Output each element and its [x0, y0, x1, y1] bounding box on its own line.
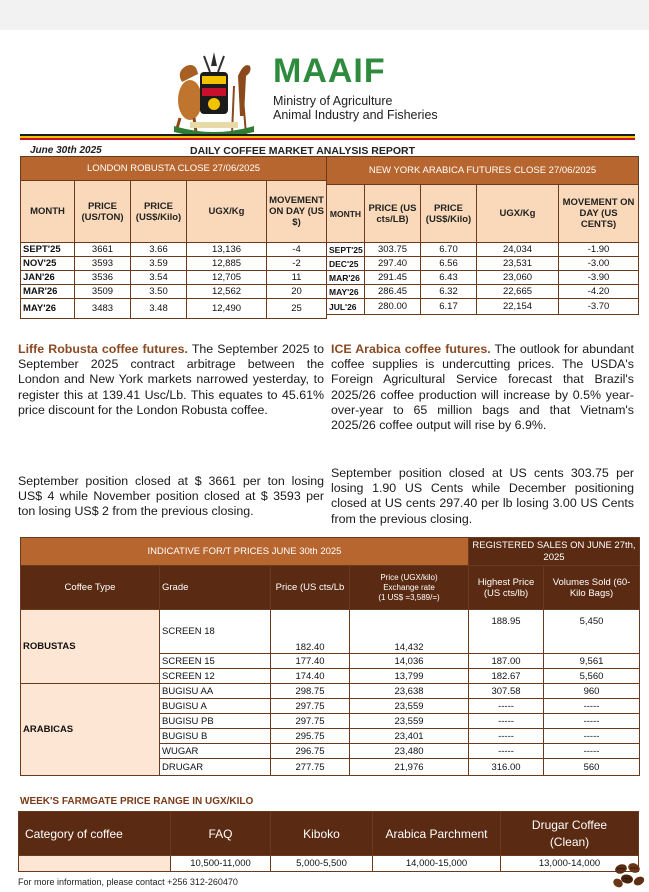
london-robusta-table: [20, 156, 327, 319]
ugx-cell: 12,562: [187, 285, 267, 299]
ugx-cell: 23,559: [350, 714, 469, 729]
price-cell: 182.40: [271, 610, 350, 654]
ny-col-price-kilo: PRICE (US$/Kilo): [421, 185, 477, 243]
top-bar: [0, 0, 649, 30]
price-kilo-cell: 6.56: [421, 257, 477, 271]
high-cell: 307.58: [469, 684, 544, 699]
ugx-cell: 24,034: [477, 243, 559, 257]
table-row: [21, 257, 327, 271]
price-kilo-cell: 6.17: [421, 299, 477, 315]
price-ton-cell: 3483: [75, 299, 131, 319]
price-kilo-cell: 3.50: [131, 285, 187, 299]
ugx-cell: 12,705: [187, 271, 267, 285]
farm-col-category: Category of coffee: [19, 812, 171, 856]
month-cell: DEC'25: [327, 257, 365, 271]
high-cell: 188.95: [469, 610, 544, 654]
farm-col-faq: FAQ: [171, 812, 271, 856]
move-cell: -3.70: [559, 299, 639, 315]
price-cell: 277.75: [271, 759, 350, 776]
coat-of-arms-icon: [160, 42, 268, 138]
month-cell: MAR'26: [327, 271, 365, 285]
farm-col-drugar-line2: (Clean): [549, 834, 590, 849]
arabica-heading: ICE Arabica coffee futures.: [331, 342, 491, 356]
grade-cell: BUGISU AA: [160, 684, 271, 699]
move-cell: 11: [267, 271, 327, 285]
table-row: [327, 285, 639, 299]
robusta-commentary: [18, 342, 324, 418]
price-kilo-cell: 6.70: [421, 243, 477, 257]
move-cell: 20: [267, 285, 327, 299]
col-ugx: [350, 566, 469, 610]
month-cell: NOV'25: [21, 257, 75, 271]
london-col-move: MOVEMENT ON DAY (US $): [267, 181, 327, 243]
table-row: [21, 271, 327, 285]
price-kilo-cell: 3.66: [131, 243, 187, 257]
col-ugx-line3: (1 US$ =3,589/=): [378, 592, 440, 602]
price-kilo-cell: 6.43: [421, 271, 477, 285]
footer-contact: For more information, please contact +256 312-260470: [18, 877, 238, 887]
price-cell: 174.40: [271, 669, 350, 684]
robustas-label: ROBUSTAS: [21, 610, 160, 684]
ugx-cell: 13,799: [350, 669, 469, 684]
grade-cell: BUGISU PB: [160, 714, 271, 729]
month-cell: SEPT'25: [21, 243, 75, 257]
grade-cell: SCREEN 12: [160, 669, 271, 684]
move-cell: -3.00: [559, 257, 639, 271]
report-date: June 30th 2025: [30, 145, 102, 156]
farm-col-parchment: Arabica Parchment: [373, 812, 501, 856]
move-cell: 25: [267, 299, 327, 319]
price-ton-cell: 3593: [75, 257, 131, 271]
ugx-cell: 23,531: [477, 257, 559, 271]
ministry-line-2: Animal Industry and Fisheries: [273, 108, 438, 122]
robusta-body: The September 2025 to September 2025 contract arbitrage between the London and New York markets narrowed yesterday, to register this at 139.41 Usc/Lb. This equates to 45.61% price discount for the London Robusta coffee.: [18, 342, 324, 417]
table-row: [327, 243, 639, 257]
price-cell: 298.75: [271, 684, 350, 699]
vol-cell: 9,561: [544, 654, 640, 669]
month-cell: JUL'26: [327, 299, 365, 315]
ny-col-ugx: UGX/Kg: [477, 185, 559, 243]
vol-cell: -----: [544, 729, 640, 744]
registered-title: REGISTERED SALES ON JUNE 27th, 2025: [469, 538, 640, 566]
move-cell: -2: [267, 257, 327, 271]
brand-name: MAAIF: [273, 52, 386, 90]
robusta-heading: Liffe Robusta coffee futures.: [18, 342, 188, 356]
parchment-cell: 14,000-15,000: [373, 856, 501, 872]
price-cell: 295.75: [271, 729, 350, 744]
ugx-cell: 14,432: [350, 610, 469, 654]
indicative-prices-table: [20, 537, 640, 776]
table-row: [19, 856, 639, 872]
farm-col-drugar: [501, 812, 639, 856]
grade-cell: WUGAR: [160, 744, 271, 759]
newyork-arabica-table: [326, 156, 639, 315]
price-cell: 296.75: [271, 744, 350, 759]
high-cell: -----: [469, 714, 544, 729]
table-row: [21, 299, 327, 319]
ny-col-price-cts: PRICE (US cts/LB): [365, 185, 421, 243]
farm-col-kiboko: Kiboko: [271, 812, 373, 856]
price-cts-cell: 280.00: [365, 299, 421, 315]
table-row: [21, 610, 640, 654]
col-price: Price (US cts/Lb: [271, 566, 350, 610]
table-row: [21, 285, 327, 299]
price-kilo-cell: 3.54: [131, 271, 187, 285]
report-title: DAILY COFFEE MARKET ANALYSIS REPORT: [190, 145, 416, 157]
price-cts-cell: 297.40: [365, 257, 421, 271]
flag-stripe-red: [20, 138, 635, 140]
vol-cell: -----: [544, 714, 640, 729]
coffee-beans-icon: [612, 860, 646, 890]
ugx-cell: 23,559: [350, 699, 469, 714]
col-ugx-line1: Price (UGX/kilo): [380, 572, 438, 582]
vol-cell: -----: [544, 744, 640, 759]
ministry-name: [273, 94, 473, 122]
ugx-cell: 22,665: [477, 285, 559, 299]
high-cell: 182.67: [469, 669, 544, 684]
price-kilo-cell: 6.32: [421, 285, 477, 299]
table-row: [21, 243, 327, 257]
ugx-cell: 23,060: [477, 271, 559, 285]
price-cell: 297.75: [271, 699, 350, 714]
price-cell: 177.40: [271, 654, 350, 669]
london-col-price-kilo: PRICE (US$/Kilo): [131, 181, 187, 243]
london-col-ugx: UGX/Kg: [187, 181, 267, 243]
ugx-cell: 14,036: [350, 654, 469, 669]
robusta-closing: September position closed at $ 3661 per ton losing US$ 4 while November position closed at $ 3593 per ton losing US$ 2 from the previous closing.: [18, 474, 324, 519]
ugx-cell: 23,638: [350, 684, 469, 699]
ugx-cell: 13,136: [187, 243, 267, 257]
vol-cell: 960: [544, 684, 640, 699]
grade-cell: BUGISU A: [160, 699, 271, 714]
col-grade: Grade: [160, 566, 271, 610]
arabica-commentary: [331, 342, 634, 433]
farmgate-table: [18, 811, 639, 872]
ugx-cell: 23,480: [350, 744, 469, 759]
farm-category-cell: [19, 856, 171, 872]
price-ton-cell: 3509: [75, 285, 131, 299]
price-cts-cell: 303.75: [365, 243, 421, 257]
ministry-line-1: Ministry of Agriculture: [273, 94, 393, 108]
table-row: [327, 299, 639, 315]
ny-col-month: MONTH: [327, 185, 365, 243]
move-cell: -4.20: [559, 285, 639, 299]
arabicas-label: ARABICAS: [21, 684, 160, 776]
price-kilo-cell: 3.48: [131, 299, 187, 319]
grade-cell: BUGISU B: [160, 729, 271, 744]
move-cell: -4: [267, 243, 327, 257]
london-title: LONDON ROBUSTA CLOSE 27/06/2025: [21, 157, 327, 181]
vol-cell: -----: [544, 699, 640, 714]
high-cell: 187.00: [469, 654, 544, 669]
move-cell: -3.90: [559, 271, 639, 285]
price-cell: 297.75: [271, 714, 350, 729]
indicative-title: INDICATIVE FOR/T PRICES JUNE 30th 2025: [21, 538, 469, 566]
vol-cell: 5,450: [544, 610, 640, 654]
arabica-closing: September position closed at US cents 303.75 per losing 1.90 US Cents while December positioning closed at US cents 297.40 per lb losing 3.00 US Cents from the previous closing.: [331, 466, 634, 526]
month-cell: JAN'26: [21, 271, 75, 285]
col-volumes: Volumes Sold (60-Kilo Bags): [544, 566, 640, 610]
month-cell: MAR'26: [21, 285, 75, 299]
ny-col-move: MOVEMENT ON DAY (US CENTS): [559, 185, 639, 243]
grade-cell: SCREEN 15: [160, 654, 271, 669]
month-cell: SEPT'25: [327, 243, 365, 257]
arabica-body: The outlook for abundant coffee supplies is undercutting prices. The USDA's Foreign Agricultural Service forecast that Brazil's 2025/26 coffee production will increase by 0.5% year-over-year to 65 million bags and that Vietnam's 2025/26 coffee output will rise by 6.9%.: [331, 342, 634, 433]
vol-cell: 560: [544, 759, 640, 776]
ugx-cell: 12,490: [187, 299, 267, 319]
drugar-cell: 13,000-14,000: [501, 856, 639, 872]
grade-cell: DRUGAR: [160, 759, 271, 776]
grade-cell: SCREEN 18: [160, 610, 271, 654]
vol-cell: 5,560: [544, 669, 640, 684]
month-cell: MAY'26: [327, 285, 365, 299]
faq-cell: 10,500-11,000: [171, 856, 271, 872]
ugx-cell: 22,154: [477, 299, 559, 315]
price-ton-cell: 3661: [75, 243, 131, 257]
ugx-cell: 12,885: [187, 257, 267, 271]
farmgate-title: WEEK'S FARMGATE PRICE RANGE IN UGX/KILO: [20, 796, 254, 807]
ugx-cell: 21,976: [350, 759, 469, 776]
col-ugx-line2: Exchange rate: [383, 582, 435, 592]
price-kilo-cell: 3.59: [131, 257, 187, 271]
price-ton-cell: 3536: [75, 271, 131, 285]
table-row: [327, 271, 639, 285]
table-row: [327, 257, 639, 271]
high-cell: 316.00: [469, 759, 544, 776]
price-cts-cell: 291.45: [365, 271, 421, 285]
move-cell: -1.90: [559, 243, 639, 257]
high-cell: -----: [469, 744, 544, 759]
newyork-title: NEW YORK ARABICA FUTURES CLOSE 27/06/2025: [327, 157, 639, 185]
col-highest-price: Highest Price (US cts/lb): [469, 566, 544, 610]
kiboko-cell: 5,000-5,500: [271, 856, 373, 872]
month-cell: MAY'26: [21, 299, 75, 319]
col-coffee-type: Coffee Type: [21, 566, 160, 610]
farm-col-drugar-line1: Drugar Coffee: [531, 817, 608, 832]
table-row: [21, 684, 640, 699]
london-col-month: MONTH: [21, 181, 75, 243]
ugx-cell: 23,401: [350, 729, 469, 744]
london-col-price-ton: PRICE (US/TON): [75, 181, 131, 243]
high-cell: -----: [469, 699, 544, 714]
high-cell: -----: [469, 729, 544, 744]
price-cts-cell: 286.45: [365, 285, 421, 299]
